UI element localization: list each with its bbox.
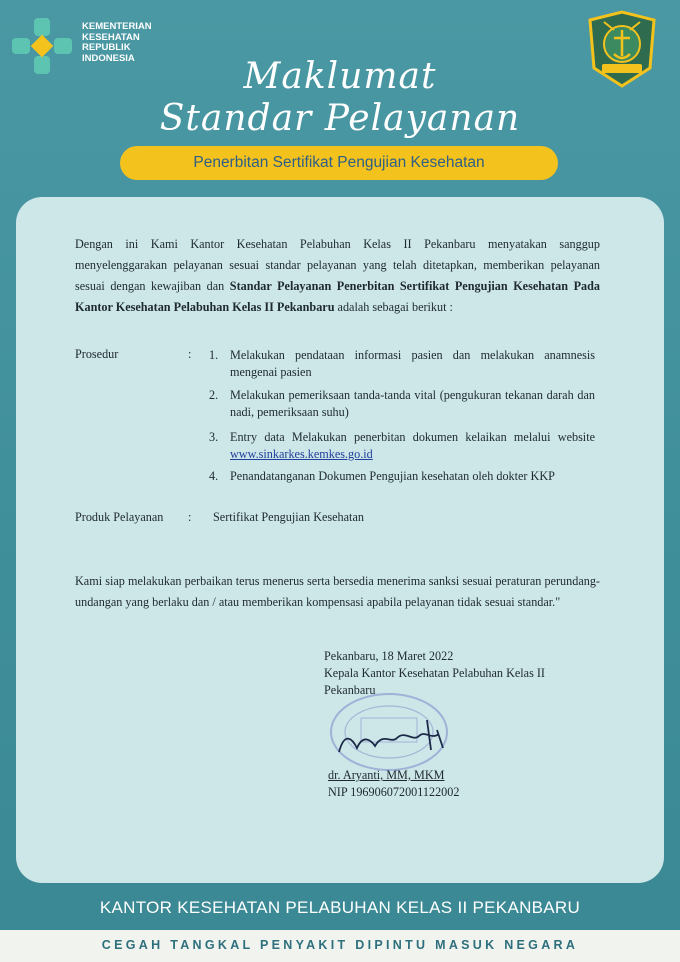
footer-office-name: KANTOR KESEHATAN PELABUHAN KELAS II PEKANBARU bbox=[99, 898, 581, 917]
ministry-logo-text: KEMENTERIAN KESEHATAN REPUBLIK INDONESIA bbox=[82, 21, 152, 64]
product-value: Sertifikat Pengujian Kesehatan bbox=[213, 510, 364, 524]
footer-tagline: CEGAH TANGKAL PENYAKIT DIPINTU MASUK NEGARA bbox=[101, 938, 579, 952]
service-subtitle-pill: Penerbitan Sertifikat Pengujian Kesehatan bbox=[120, 146, 558, 180]
official-stamp-and-signature bbox=[327, 690, 467, 780]
signatory-name: dr. Aryanti, MM, MKM bbox=[328, 768, 445, 782]
page-title-line1: Maklumat bbox=[243, 56, 437, 97]
signature-position-line1: Kepala Kantor Kesehatan Pelabuhan Kelas II bbox=[324, 666, 545, 680]
product-label: Produk Pelayanan bbox=[75, 510, 164, 524]
signatory-nip: NIP 196906072001122002 bbox=[328, 785, 460, 799]
intro-bold-text: Standar Pelayanan Penerbitan Sertifikat Pengujian Kesehatan Pada Kantor Kesehatan Pelabuhan Kelas II Pekanbaru bbox=[75, 279, 600, 314]
procedure-label: Prosedur bbox=[75, 347, 119, 361]
document-body: Dengan ini Kami Kantor Kesehatan Pelabuhan Kelas II Pekanbaru menyatakan sanggup menyelenggarakan pelayanan sesuai standar pelayanan yang telah ditetapkan, memberikan pelayanan sesuai dengan kewajiban dan Standar Pelayanan Penerbitan Sertifikat Pengujian Kesehatan Pada Kantor Kesehatan Pelabuhan Kelas II Pekanbaru adalah sebagai berikut : Prosedur : 1. Melakukan pendataan informasi pasien dan melakukan anamnesis mengenai pasien 2. Melakukan pemeriksaan tanda-tanda vital (pengukuran tekanan darah dan nadi, pemeriksaan suhu) 3. Entry data Melakukan penerbitan dokumen kelaikan melalui website www.sinkarkes.kemkes.go.id 4. Penandatanganan Dokumen Pengujian kesehatan oleh dokter KKP Produk Pelayanan : Sertifikat Pengujian Kesehatan Kami siap melakukan perbaikan terus menerus serta bersedia menerima sanksi sesuai peraturan perundang-undangan yang berlaku dan / atau memberikan kompensasi apabila pelayanan tidak sesuai standar." bbox=[75, 234, 600, 318]
sinkarkes-link[interactable]: www.sinkarkes.kemkes.go.id bbox=[230, 447, 373, 461]
intro-paragraph: Dengan ini Kami Kantor Kesehatan Pelabuhan Kelas II Pekanbaru menyatakan sanggup menyelenggarakan pelayanan sesuai standar pelayanan yang telah ditetapkan, memberikan pelayanan sesuai dengan kewajiban dan Standar Pelayanan Penerbitan Sertifikat Pengujian Kesehatan Pada Kantor Kesehatan Pelabuhan Kelas II Pekanbaru adalah sebagai berikut : bbox=[75, 237, 600, 314]
procedure-colon: : bbox=[188, 347, 192, 361]
signature-position-line2: Pekanbaru bbox=[324, 683, 376, 697]
product-colon: : bbox=[188, 510, 192, 524]
page-title-line2: Standar Pelayanan bbox=[159, 98, 521, 139]
signature-place-date: Pekanbaru, 18 Maret 2022 bbox=[324, 649, 454, 663]
closing-paragraph: Kami siap melakukan perbaikan terus menerus serta bersedia menerima sanksi sesuai peraturan perundang-undangan yang berlaku dan / atau memberikan kompensasi apabila pelayanan tidak sesuai standar." bbox=[75, 574, 600, 610]
